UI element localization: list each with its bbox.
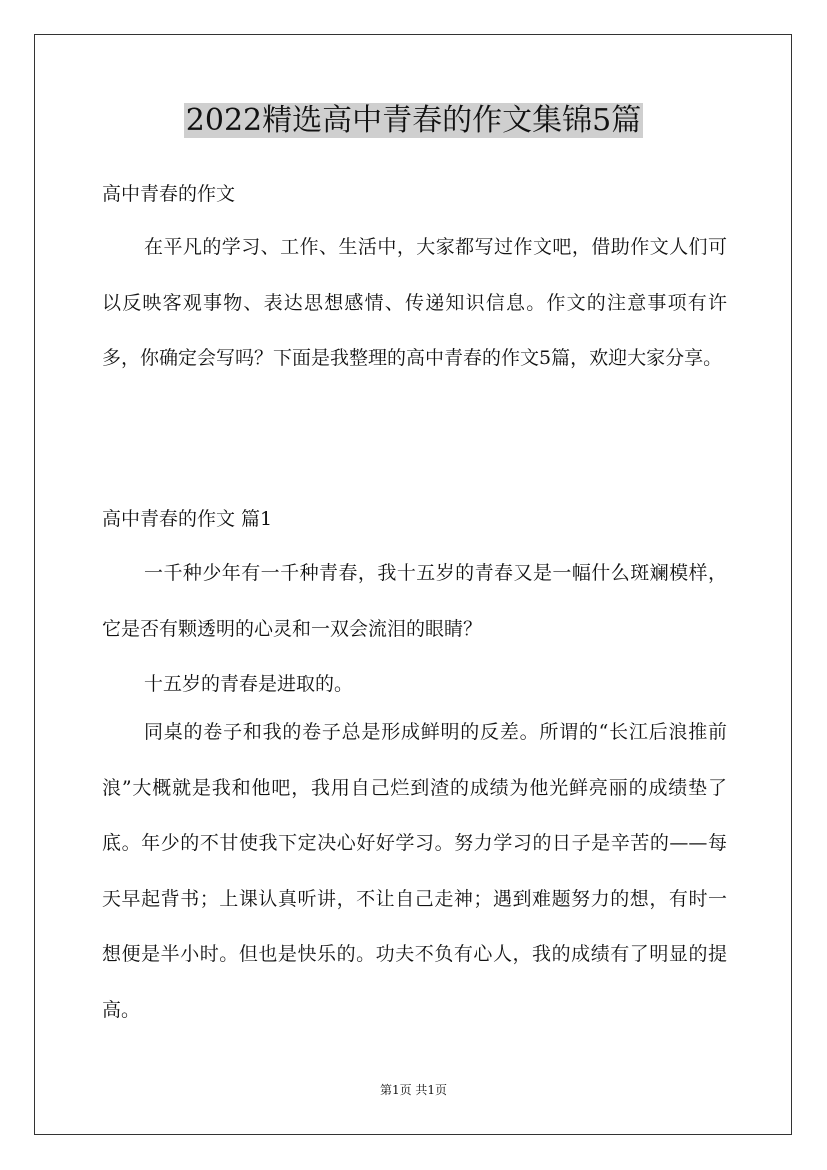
intro-paragraph: 在平凡的学习、工作、生活中，大家都写过作文吧，借助作文人们可以反映客观事物、表达思想感情、传递知识信息。作文的注意事项有许多，你确定会写吗？下面是我整理的高中青春的作文5篇，欢迎大家分享。 xyxy=(102,236,727,369)
paragraph-3: 同桌的卷子和我的卷子总是形成鲜明的反差。所谓的“长江后浪推前浪”大概就是我和他吧，我用自己烂到渣的成绩为他光鲜亮丽的成绩垫了底。年少的不甘使我下定决心好好学习。努力学习的日子是辛苦的——每天早起背书；上课认真听讲，不让自己走神；遇到难题努力的想，有时一想便是半小时。但也是快乐的。功夫不负有心人，我的成绩有了明显的提高。 xyxy=(102,721,727,1021)
document-title-text: 2022精选高中青春的作文集锦5篇 xyxy=(185,103,642,138)
page-footer: 第1页 共1页 xyxy=(379,1083,448,1097)
paragraph-2: 十五岁的青春是进取的。 xyxy=(144,673,354,695)
section-heading: 高中青春的作文 篇1 xyxy=(102,508,273,530)
intro-heading: 高中青春的作文 xyxy=(102,183,236,205)
paragraph-1: 一千种少年有一千种青春，我十五岁的青春又是一幅什么斑斓模样，它是否有颗透明的心灵和一双会流泪的眼睛？ xyxy=(102,562,727,640)
document-title xyxy=(0,98,827,144)
